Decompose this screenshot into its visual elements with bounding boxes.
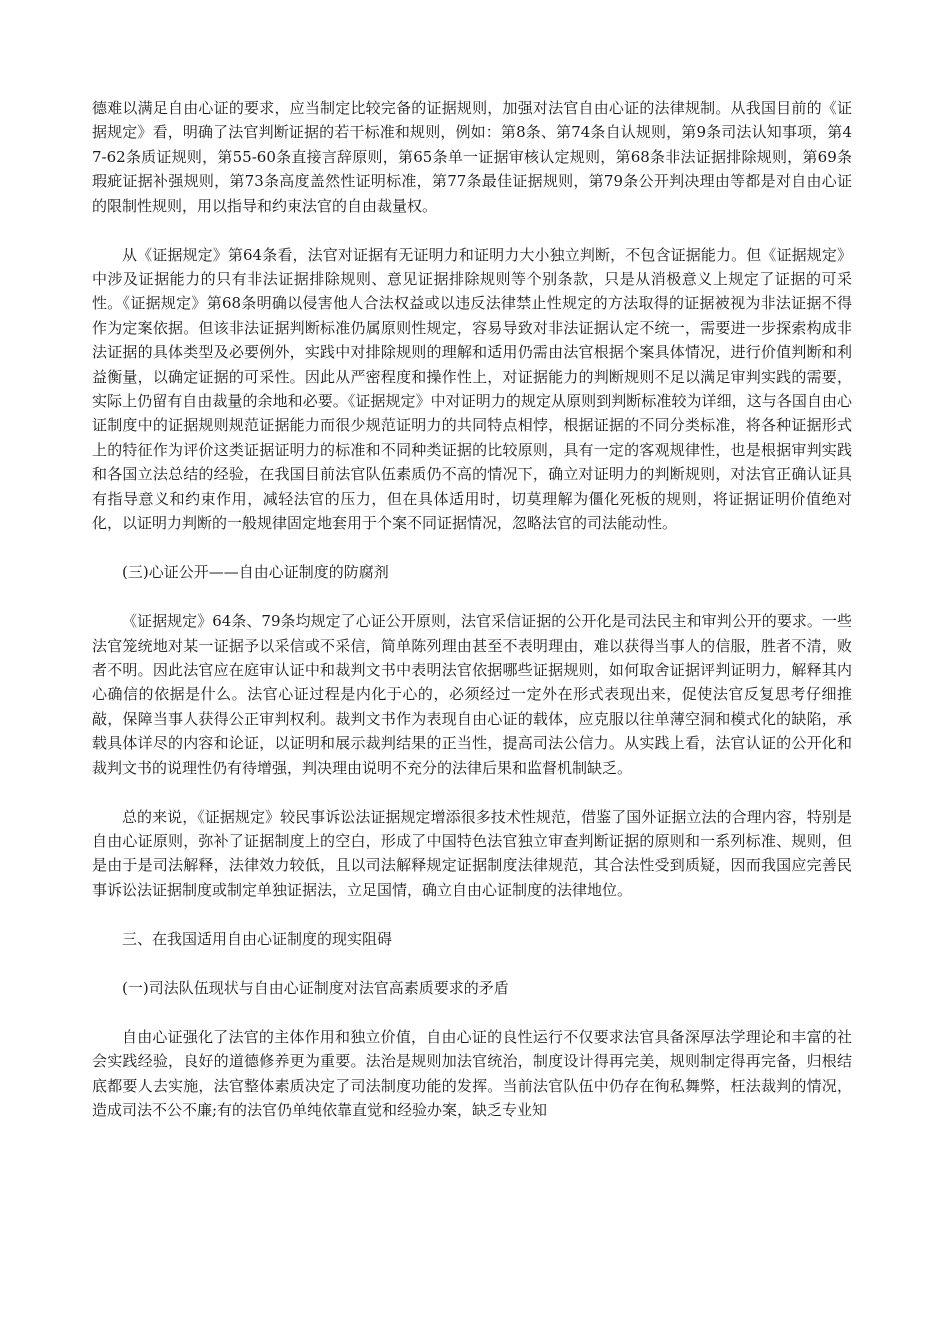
paragraph-2: 从《证据规定》第64条看，法官对证据有无证明力和证明力大小独立判断，不包含证据能力。但《证据规定》中涉及证据能力的只有非法证据排除规则、意见证据排除规则等个别条款，只是从消极意义上规定了证据的可采性。《证据规定》第68条明确以侵害他人合法权益或以违反法律禁止性规定的方法取得的证据被视为非法证据不得作为定案依据。但该非法证据判断标准仍属原则性规定，容易导致对非法证据认定不统一，需要进一步探索构成非法证据的具体类型及必要例外，实践中对排除规则的理解和适用仍需由法官根据个案具体情况，进行价值判断和利益衡量，以确定证据的可采性。因此从严密程度和操作性上，对证据能力的判断规则不足以满足审判实践的需要，实际上仍留有自由裁量的余地和必要。《证据规定》中对证明力的规定从原则到判断标准较为详细，这与各国自由心证制度中的证据规则规范证据能力而很少规范证明力的共同特点相悖，根据证据的不同分类标准，将各种证据形式上的特征作为评价这类证据证明力的标准和不同种类证据的比较原则，具有一定的客观规律性，也是根据审判实践和各国立法总结的经验，在我国目前法官队伍素质仍不高的情况下，确立对证明力的判断规则，对法官正确认证具有指导意义和约束作用，减轻法官的压力，但在具体适用时，切莫理解为僵化死板的规则，将证据证明价值绝对化，以证明力判断的一般规律固定地套用于个案不同证据情况，忽略法官的司法能动性。 xyxy=(92,245,852,533)
document-body xyxy=(92,96,852,1147)
paragraph-3: 《证据规定》64条、79条均规定了心证公开原则，法官采信证据的公开化是司法民主和审判公开的要求。一些法官笼统地对某一证据予以采信或不采信，简单陈列理由甚至不表明理由，难以获得当事人的信服，胜者不清，败者不明。因此法官应在庭审认证中和裁判文书中表明法官依据哪些证据规则，如何取舍证据评判证明力，解释其内心确信的依据是什么。法官心证过程是内化于心的，必须经过一定外在形式表现出来，促使法官反复思考仔细推敲，保障当事人获得公正审判权利。裁判文书作为表现自由心证的载体，应克服以往单薄空洞和模式化的缺陷，承载具体详尽的内容和论证，以证明和展示裁判结果的正当性，提高司法公信力。从实践上看，法官认证的公开化和裁判文书的说理性仍有待增强，判决理由说明不充分的法律后果和监督机制缺乏。 xyxy=(92,612,852,777)
chapter-heading-3: 三、在我国适用自由心证制度的现实阻碍 xyxy=(122,929,393,948)
paragraph-4: 总的来说，《证据规定》较民事诉讼法证据规定增添很多技术性规范，借鉴了国外证据立法的合理内容，特别是自由心证原则，弥补了证据制度上的空白，形成了中国特色法官独立审查判断证据的原则和一系列标准、规则，但是由于是司法解释，法律效力较低，且以司法解释规定证据制度法律规范，其合法性受到质疑，因而我国应完善民事诉讼法证据制度或制定单独证据法，立足国情，确立自由心证制度的法律地位。 xyxy=(92,807,852,899)
section-heading-3: (三)心证公开——自由心证制度的防腐剂 xyxy=(122,563,389,582)
paragraph-1: 德难以满足自由心证的要求，应当制定比较完备的证据规则，加强对法官自由心证的法律规制。从我国目前的《证据规定》看，明确了法官判断证据的若干标准和规则，例如：第8条、第74条自认规则，第9条司法认知事项，第47-62条质证规则，第55-60条直接言辞原则，第65条单一证据审核认定规则，第68条非法证据排除规则，第69条瑕疵证据补强规则，第73条高度盖然性证明标准，第77条最佳证据规则，第79条公开判决理由等都是对自由心证的限制性规则，用以指导和约束法官的自由裁量权。 xyxy=(92,99,853,215)
paragraph-5: 自由心证强化了法官的主体作用和独立价值，自由心证的良性运行不仅要求法官具备深厚法学理论和丰富的社会实践经验，良好的道德修养更为重要。法治是规则加法官统治，制度设计得再完美，规则制定得再完备，归根结底都要人去实施，法官整体素质决定了司法制度功能的发挥。当前法官队伍中仍存在徇私舞弊，枉法裁判的情况，造成司法不公不廉;有的法官仍单纯依靠直觉和经验办案，缺乏专业知 xyxy=(92,1027,852,1119)
section-heading-1: (一)司法队伍现状与自由心证制度对法官高素质要求的矛盾 xyxy=(122,978,509,997)
